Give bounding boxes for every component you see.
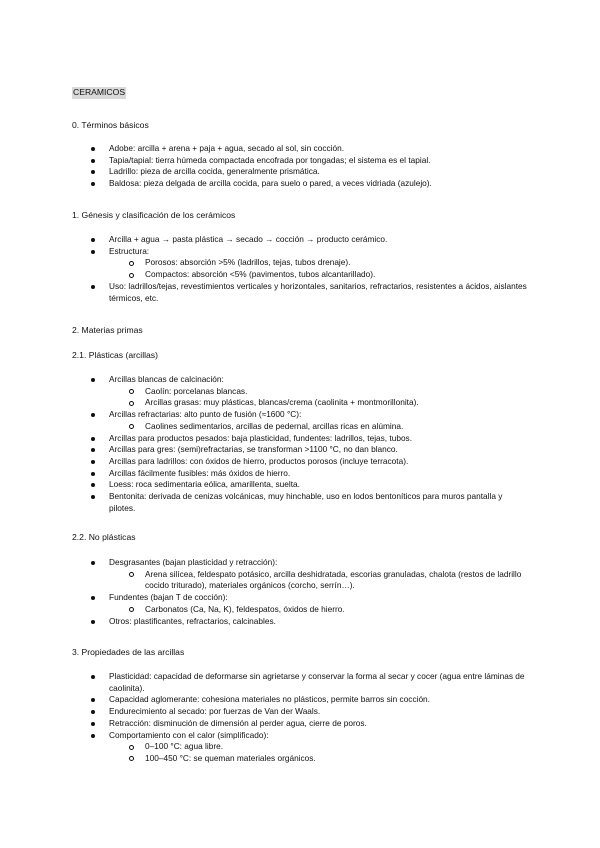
list-item [72,730,528,765]
sub-list [109,741,528,764]
sub-list-item: Porosos: absorción >5% (ladrillos, tejas, tubos drenaje). [109,257,528,269]
list-item: Endurecimiento al secado: por fuerzas de Van der Waals. [72,706,528,718]
section-heading: 0. Términos básicos [72,120,149,130]
list-item: Adobe: arcilla + arena + paja + agua, secado al sol, sin cocción. [72,143,528,155]
bullet-list [72,671,528,765]
list-item: Loess: roca sedimentaria eólica, amarillenta, suelta. [72,479,528,491]
list-item-text: Comportamiento con el calor (simplificado): [109,729,269,740]
list-item: Arcillas fácilmente fusibles: más óxidos de hierro. [72,468,528,480]
sub-list-item: Arcillas grasas: muy plásticas, blancas/crema (caolinita + montmorillonita). [109,397,528,409]
list-item [72,234,528,246]
list-item-text: Arcilla + agua → pasta plástica → secado → cocción → producto cerámico. [109,234,388,244]
bullet-list [72,557,528,627]
bullet-list [72,374,528,514]
sub-list [109,604,528,616]
list-item-text: Uso: ladrillos/tejas, revestimientos verticales y horizontales, sanitarios, refractarios, resistentes a ácidos, aislantes térmicos, etc. [109,280,527,303]
bullet-list [72,234,528,304]
sub-list-item: 100–450 °C: se queman materiales orgánicos. [109,753,528,765]
list-item: Bentonita: derivada de cenizas volcánicas, muy hinchable, uso en lodos bentoníticos para muros pantalla y pilotes. [72,491,528,514]
sub-list-item: Caolines sedimentarios, arcillas de pedernal, arcillas ricas en alúmina. [109,421,528,433]
sub-list [109,421,528,433]
sub-list-item: Arena silícea, feldespato potásico, arcilla deshidratada, escorias granuladas, chalota (restos de ladrillo cocido triturado), materiales orgánicos (corcho, serrín…). [109,569,528,592]
list-item: Capacidad aglomerante: cohesiona materiales no plásticos, permite barros sin cocción. [72,694,528,706]
list-item [72,374,528,409]
list-item: Arcillas para productos pesados: baja plasticidad, fundentes: ladrillos, tejas, tubos. [72,433,528,445]
section-heading: 2.1. Plásticas (arcillas) [72,350,158,360]
sub-list [109,257,528,280]
bullet-list [72,143,528,190]
section-heading: 1. Génesis y clasificación de los cerámicos [72,210,236,220]
list-item [72,557,528,592]
list-item: Otros: plastificantes, refractarios, calcinables. [72,616,528,628]
list-item: Arcillas para ladrillos: con óxidos de hierro, productos porosos (incluye terracota). [72,456,528,468]
list-item [72,592,528,615]
sub-list [109,386,528,409]
list-item-text: Desgrasantes (bajan plasticidad y retracción): [109,557,278,567]
list-item-text: Fundentes (bajan T de cocción): [109,592,228,603]
sub-list-item: Compactos: absorción <5% (pavimentos, tubos alcantarillado). [109,269,528,281]
list-item-text: Estructura: [109,245,150,256]
list-item-text: Arcillas refractarias: alto punto de fusión (≈1600 °C): [109,409,302,420]
document-title: CERAMICOS [73,87,126,97]
sub-list-item: Carbonatos (Ca, Na, K), feldespatos, óxidos de hierro. [109,604,528,616]
section-heading: 3. Propiedades de las arcillas [72,647,185,657]
list-item [72,281,528,304]
list-item [72,246,528,281]
list-item: Retracción: disminución de dimensión al perder agua, cierre de poros. [72,718,528,730]
section-heading: 2.2. No plásticas [72,532,136,542]
list-item [72,409,528,432]
list-item: Ladrillo: pieza de arcilla cocida, generalmente prismática. [72,166,528,178]
list-item: Plasticidad: capacidad de deformarse sin agrietarse y conservar la forma al secar y cocer (agua entre láminas de caolinita). [72,671,528,694]
sub-list-item: Caolín: porcelanas blancas. [109,386,528,398]
sub-list-item: 0–100 °C: agua libre. [109,741,528,753]
list-item: Baldosa: pieza delgada de arcilla cocida, para suelo o pared, a veces vidriada (azulejo). [72,178,528,190]
list-item: Arcillas para gres: (semi)refractarias, se transforman >1100 °C, no dan blanco. [72,444,528,456]
sub-list [109,569,528,592]
list-item: Tapia/tapial: tierra húmeda compactada encofrada por tongadas; el sistema es el tapial. [72,155,528,167]
section-heading: 2. Materias primas [72,325,143,335]
list-item-text: Arcillas blancas de calcinación: [109,374,224,384]
